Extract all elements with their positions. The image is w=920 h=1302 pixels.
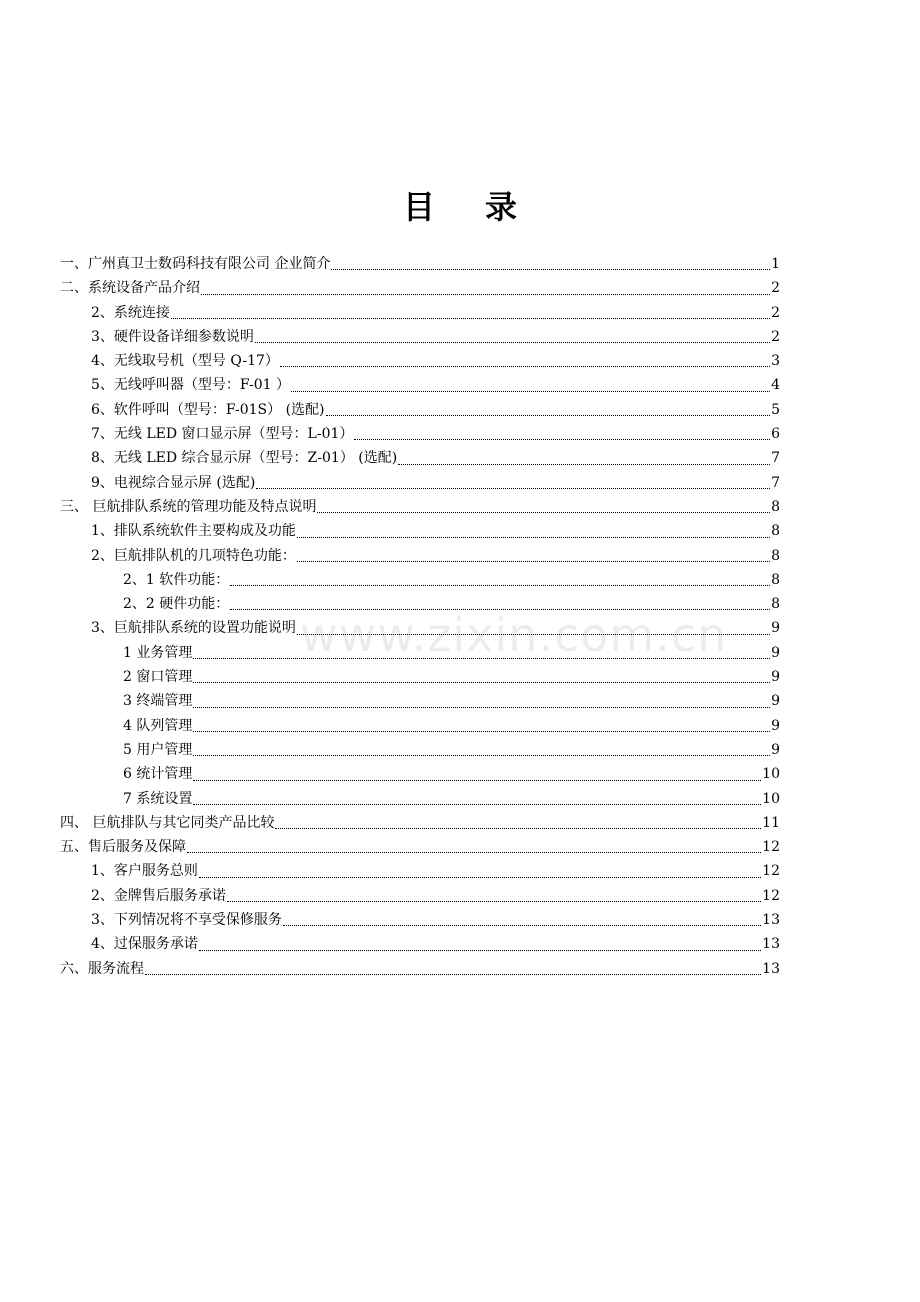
toc-dot-leader xyxy=(187,852,761,853)
toc-page-number: 7 xyxy=(771,474,780,491)
toc-dot-leader xyxy=(193,682,770,683)
toc-dot-leader xyxy=(297,537,770,538)
toc-page-number: 12 xyxy=(762,863,780,880)
toc-entry[interactable] xyxy=(60,349,780,373)
toc-entry-label: 5、无线呼叫器（型号：F-01 ） xyxy=(91,377,290,394)
toc-entry[interactable] xyxy=(60,301,780,325)
toc-page-number: 9 xyxy=(771,693,780,710)
toc-entry-label: 6 统计管理 xyxy=(123,766,193,783)
toc-page-number: 8 xyxy=(771,523,780,540)
toc-dot-leader xyxy=(171,318,770,319)
toc-entry[interactable] xyxy=(60,884,780,908)
toc-entry-label: 9、电视综合显示屏 (选配) xyxy=(91,474,256,491)
toc-entry-label: 4、无线取号机（型号 Q-17） xyxy=(91,353,279,370)
toc-entry[interactable] xyxy=(60,276,780,300)
toc-dot-leader xyxy=(354,439,770,440)
toc-page-number: 11 xyxy=(762,814,780,831)
toc-entry[interactable] xyxy=(60,835,780,859)
toc-title-char-2: 录 xyxy=(485,188,518,226)
toc-entry[interactable] xyxy=(60,422,780,446)
toc-page-number: 10 xyxy=(762,766,780,783)
toc-page-number: 13 xyxy=(762,912,780,929)
toc-entry-label: 2、2 硬件功能： xyxy=(123,596,230,613)
toc-entry-label: 2 窗口管理 xyxy=(123,669,193,686)
toc-page-number: 6 xyxy=(771,426,780,443)
toc-entry-label: 2、系统连接 xyxy=(91,304,170,321)
toc-page-number: 9 xyxy=(771,644,780,661)
toc-dot-leader xyxy=(230,585,770,586)
toc-dot-leader xyxy=(145,974,761,975)
toc-page-number: 9 xyxy=(771,717,780,734)
toc-entry[interactable] xyxy=(60,787,780,811)
toc-dot-leader xyxy=(280,366,770,367)
toc-entry-label: 三、 巨航排队系统的管理功能及特点说明 xyxy=(60,498,317,515)
toc-page-number: 3 xyxy=(771,353,780,370)
toc-page-number: 8 xyxy=(771,596,780,613)
toc-entry-label: 4、过保服务承诺 xyxy=(91,936,198,953)
toc-entry[interactable] xyxy=(60,325,780,349)
toc-dot-leader xyxy=(326,415,771,416)
toc-dot-leader xyxy=(317,512,770,513)
toc-entry-label: 3、下列情况将不享受保修服务 xyxy=(91,912,282,929)
toc-title-char-1: 目 xyxy=(402,188,435,226)
toc-entry[interactable] xyxy=(60,957,780,981)
toc-dot-leader xyxy=(291,391,770,392)
toc-dot-leader xyxy=(199,950,761,951)
toc-entry-label: 8、无线 LED 综合显示屏（型号：Z-01） (选配) xyxy=(91,450,398,467)
toc-page-number: 7 xyxy=(771,450,780,467)
toc-page-number: 5 xyxy=(771,401,780,418)
toc-entry-label: 3 终端管理 xyxy=(123,693,193,710)
toc-dot-leader xyxy=(199,877,761,878)
toc-dot-leader xyxy=(201,294,770,295)
toc-entry-label: 2、1 软件功能： xyxy=(123,571,230,588)
toc-entry[interactable] xyxy=(60,373,780,397)
toc-entry-label: 3、巨航排队系统的设置功能说明 xyxy=(91,620,296,637)
toc-entry-label: 六、服务流程 xyxy=(60,960,144,977)
toc-page-number: 1 xyxy=(771,256,780,272)
toc-page-number: 4 xyxy=(771,377,780,394)
toc-entry-label: 2、金牌售后服务承诺 xyxy=(91,887,226,904)
toc-dot-leader xyxy=(297,561,770,562)
toc-page-number: 2 xyxy=(771,304,780,321)
toc-entry-label: 2、巨航排队机的几项特色功能： xyxy=(91,547,296,564)
toc-dot-leader xyxy=(193,707,770,708)
toc-page-number: 12 xyxy=(762,887,780,904)
toc-entry[interactable] xyxy=(60,811,780,835)
toc-entry-label: 一、广州真卫士数码科技有限公司 企业简介 xyxy=(60,256,331,272)
toc-dot-leader xyxy=(227,901,761,902)
toc-entry-label: 二、系统设备产品介绍 xyxy=(60,280,200,297)
toc-entry[interactable] xyxy=(60,859,780,883)
toc-entry-label: 7、无线 LED 窗口显示屏（型号：L-01） xyxy=(91,426,354,443)
toc-dot-leader xyxy=(331,269,770,270)
toc-entry[interactable] xyxy=(60,908,780,932)
toc-page-number: 8 xyxy=(771,547,780,564)
toc-entry[interactable] xyxy=(60,665,780,689)
toc-dot-leader xyxy=(255,342,770,343)
toc-entry[interactable] xyxy=(60,471,780,495)
toc-entry[interactable] xyxy=(60,932,780,956)
toc-dot-leader xyxy=(256,488,770,489)
toc-page-number: 2 xyxy=(771,328,780,345)
toc-entry[interactable] xyxy=(60,495,780,519)
toc-entry[interactable] xyxy=(60,689,780,713)
toc-page-number: 9 xyxy=(771,669,780,686)
toc-page-number: 9 xyxy=(771,741,780,758)
toc-dot-leader xyxy=(283,925,761,926)
toc-page-number: 12 xyxy=(762,839,780,856)
toc-entry-label: 4 队列管理 xyxy=(123,717,193,734)
toc-entry-label: 五、售后服务及保障 xyxy=(60,839,186,856)
toc-dot-leader xyxy=(193,804,761,805)
toc-page-number: 8 xyxy=(771,571,780,588)
toc-entry[interactable] xyxy=(60,714,780,738)
toc-entry[interactable] xyxy=(60,519,780,543)
toc-entry-label: 1、排队系统软件主要构成及功能 xyxy=(91,523,296,540)
toc-entry-label: 7 系统设置 xyxy=(123,790,193,807)
toc-page-number: 2 xyxy=(771,280,780,297)
toc-dot-leader xyxy=(193,731,770,732)
toc-title xyxy=(0,182,920,228)
toc-entry[interactable] xyxy=(60,544,780,568)
toc-entry-label: 6、软件呼叫（型号：F-01S） (选配) xyxy=(91,401,325,418)
toc-entry-label: 1 业务管理 xyxy=(123,644,193,661)
toc-entry-label: 3、硬件设备详细参数说明 xyxy=(91,328,254,345)
toc-entry-label: 5 用户管理 xyxy=(123,741,193,758)
toc-entry-label: 1、客户服务总则 xyxy=(91,863,198,880)
toc-entry[interactable] xyxy=(60,252,780,276)
toc-page-number: 9 xyxy=(771,620,780,637)
toc-page-number: 8 xyxy=(771,498,780,515)
toc-dot-leader xyxy=(275,828,761,829)
toc-entry-label: 四、 巨航排队与其它同类产品比较 xyxy=(60,814,275,831)
toc-page-number: 13 xyxy=(762,960,780,977)
toc-dot-leader xyxy=(193,780,761,781)
toc-page-number: 13 xyxy=(762,936,780,953)
toc-page-number: 10 xyxy=(762,790,780,807)
toc-dot-leader xyxy=(193,755,770,756)
toc-entry[interactable] xyxy=(60,568,780,592)
watermark: www.zixin.com.cn xyxy=(300,608,728,662)
toc-entry[interactable] xyxy=(60,738,780,762)
toc-entry[interactable] xyxy=(60,762,780,786)
toc-dot-leader xyxy=(398,464,770,465)
toc-entry[interactable] xyxy=(60,398,780,422)
toc-entry[interactable] xyxy=(60,446,780,470)
